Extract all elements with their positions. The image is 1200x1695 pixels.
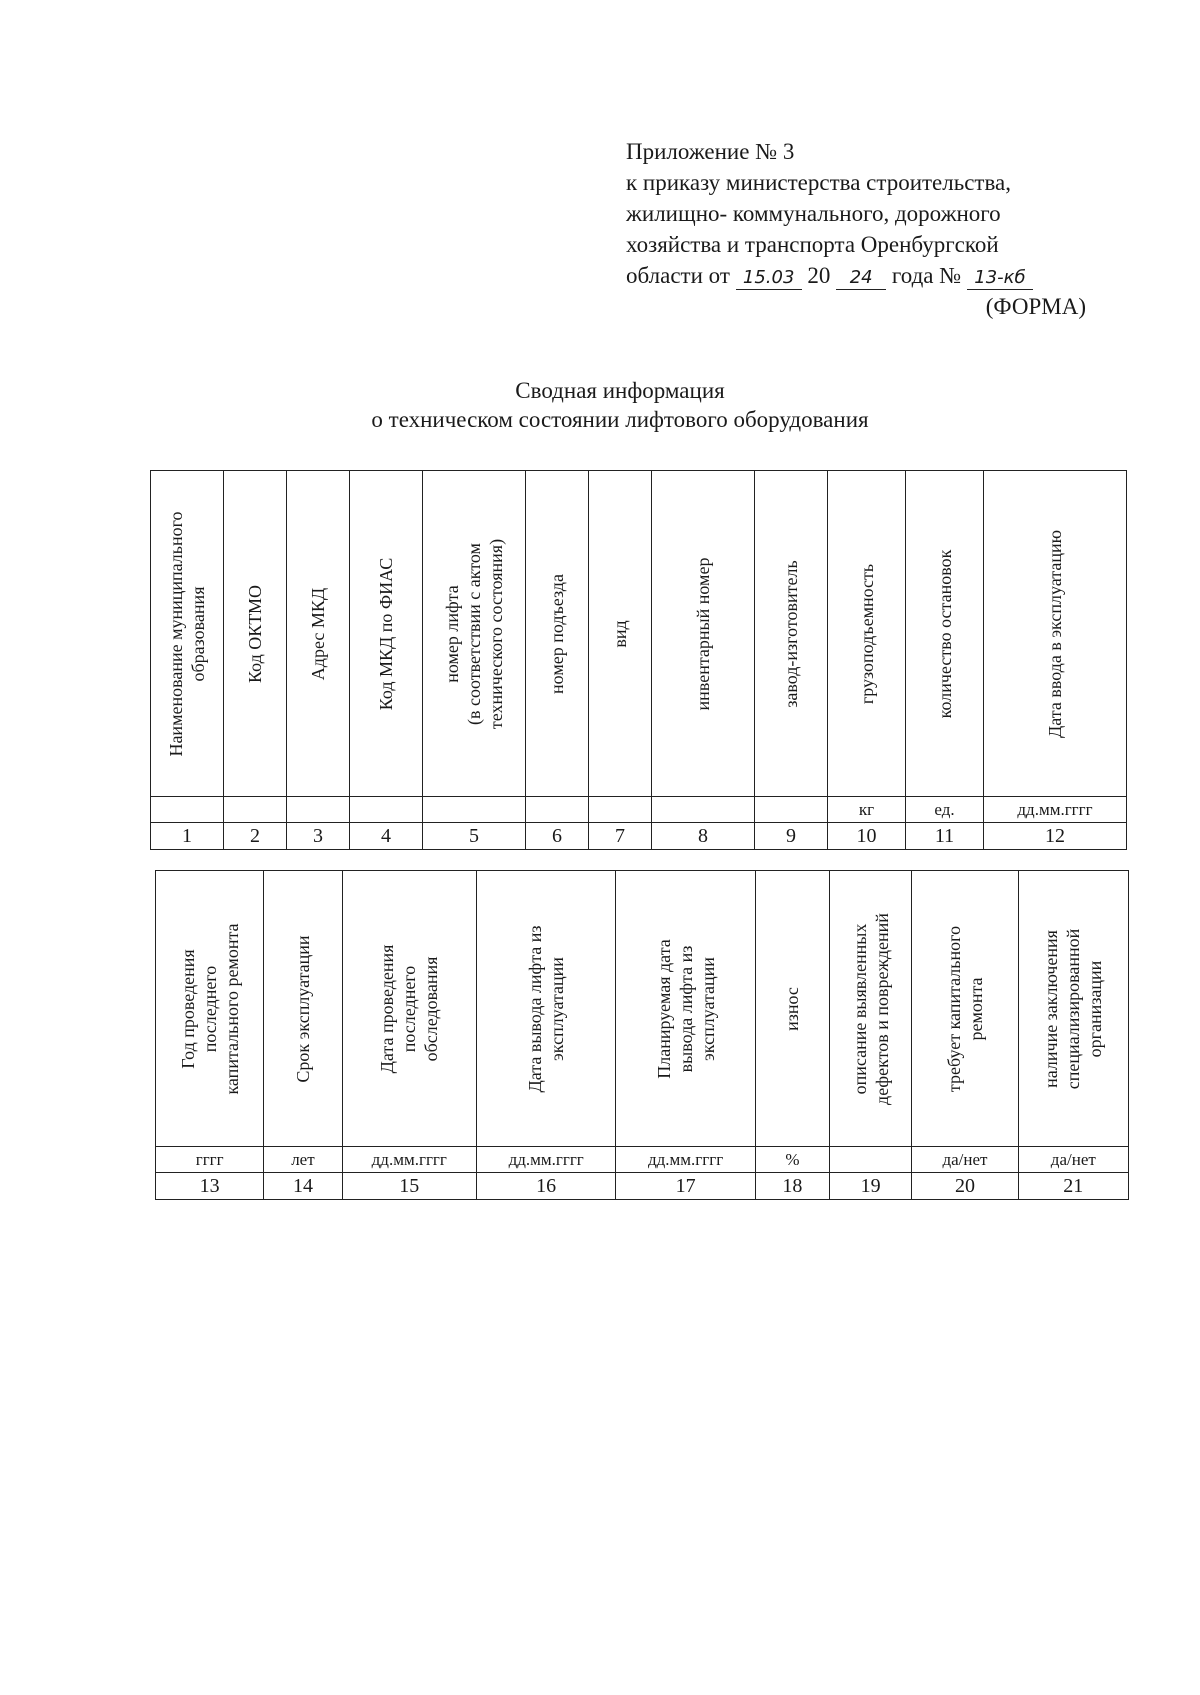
column-unit-12: дд.мм.гггг bbox=[984, 797, 1127, 823]
column-unit-4 bbox=[350, 797, 423, 823]
column-unit-14: лет bbox=[264, 1147, 342, 1173]
column-header-label bbox=[307, 587, 329, 679]
column-header-line: требует капитального bbox=[943, 925, 964, 1092]
column-number-19: 19 bbox=[830, 1173, 912, 1200]
column-header-line: (в соответствии с актом bbox=[464, 542, 484, 725]
appendix-line-3: жилищно- коммунального, дорожного bbox=[626, 201, 1001, 226]
column-unit-7 bbox=[589, 797, 652, 823]
column-header-17 bbox=[616, 871, 755, 1147]
table-header-row bbox=[156, 871, 1129, 1147]
column-unit-6 bbox=[526, 797, 589, 823]
table-number-row bbox=[151, 823, 1127, 850]
column-unit-17: дд.мм.гггг bbox=[616, 1147, 755, 1173]
column-header-line: капитального ремонта bbox=[221, 922, 242, 1095]
appendix-line-2: к приказу министерства строительства, bbox=[626, 170, 1012, 195]
column-number-18: 18 bbox=[755, 1173, 829, 1200]
column-header-line: Дата вывода лифта из bbox=[525, 924, 546, 1093]
column-header-line: ремонта bbox=[965, 976, 986, 1041]
column-header-line: Планируемая дата bbox=[653, 938, 674, 1079]
column-unit-3 bbox=[287, 797, 350, 823]
column-header-label bbox=[653, 939, 719, 1079]
handwritten-year: 24 bbox=[836, 267, 886, 290]
column-header-line: количество остановок bbox=[934, 549, 955, 718]
column-unit-8 bbox=[652, 797, 755, 823]
column-header-line: технического состояния) bbox=[486, 538, 506, 729]
column-unit-20: да/нет bbox=[912, 1147, 1018, 1173]
column-number-3: 3 bbox=[287, 823, 350, 850]
column-header-21 bbox=[1018, 871, 1128, 1147]
column-header-label bbox=[934, 549, 956, 718]
column-header-2 bbox=[224, 471, 287, 797]
table-unit-row bbox=[156, 1147, 1129, 1173]
column-header-line: эксплуатации bbox=[697, 956, 718, 1061]
column-header-label bbox=[177, 923, 243, 1094]
column-header-line: эксплуатации bbox=[547, 956, 568, 1061]
column-number-17: 17 bbox=[616, 1173, 755, 1200]
column-header-18 bbox=[755, 871, 829, 1147]
column-header-line: организации bbox=[1085, 960, 1106, 1057]
form-label: (ФОРМА) bbox=[985, 294, 1086, 319]
column-header-line: номер лифта bbox=[442, 584, 462, 683]
column-header-label bbox=[165, 511, 209, 756]
column-header-label bbox=[780, 560, 802, 707]
document-title: Сводная информация bbox=[515, 378, 725, 403]
column-unit-10: кг bbox=[828, 797, 906, 823]
column-header-4 bbox=[350, 471, 423, 797]
handwritten-order-number: 13-кб bbox=[967, 267, 1033, 290]
column-header-label bbox=[1044, 529, 1066, 737]
appendix-title: Приложение № 3 bbox=[626, 139, 795, 164]
table-number-row bbox=[156, 1173, 1129, 1200]
column-header-label bbox=[856, 563, 878, 703]
column-header-label bbox=[292, 935, 314, 1082]
column-header-line: Наименование муниципального bbox=[166, 510, 186, 757]
column-number-2: 2 bbox=[224, 823, 287, 850]
column-header-line: Срок эксплуатации bbox=[292, 934, 313, 1083]
lift-info-table-2 bbox=[155, 870, 1129, 1200]
column-header-line: завод-изготовитель bbox=[781, 559, 801, 708]
column-header-5 bbox=[423, 471, 526, 797]
column-number-20: 20 bbox=[912, 1173, 1018, 1200]
column-number-11: 11 bbox=[906, 823, 984, 850]
column-header-12 bbox=[984, 471, 1127, 797]
table-header-row bbox=[151, 471, 1127, 797]
column-header-line: обследования bbox=[421, 956, 442, 1061]
document-subtitle: о техническом состоянии лифтового оборудования bbox=[371, 407, 869, 432]
column-header-line: Код ОКТМО bbox=[245, 584, 265, 683]
column-unit-1 bbox=[151, 797, 224, 823]
appendix-date-prefix: области от bbox=[626, 263, 730, 288]
column-header-line: Адрес МКД bbox=[308, 587, 328, 680]
column-header-label bbox=[1040, 928, 1106, 1089]
column-header-line: износ bbox=[782, 986, 803, 1031]
column-unit-9 bbox=[755, 797, 828, 823]
column-header-line: номер подъезда bbox=[547, 573, 567, 694]
column-header-label bbox=[244, 584, 266, 682]
column-unit-15: дд.мм.гггг bbox=[342, 1147, 476, 1173]
column-header-19 bbox=[830, 871, 912, 1147]
column-header-line: грузоподъемность bbox=[856, 563, 877, 704]
column-header-label bbox=[609, 620, 631, 647]
column-header-10 bbox=[828, 471, 906, 797]
column-header-label bbox=[849, 913, 893, 1105]
column-header-line: образования bbox=[188, 586, 208, 681]
column-header-label bbox=[943, 925, 987, 1091]
column-header-line: наличие заключения bbox=[1041, 929, 1062, 1088]
column-header-11 bbox=[906, 471, 984, 797]
column-unit-11: ед. bbox=[906, 797, 984, 823]
handwritten-date: 15.03 bbox=[736, 267, 802, 290]
column-header-6 bbox=[526, 471, 589, 797]
column-number-14: 14 bbox=[264, 1173, 342, 1200]
column-header-label bbox=[546, 574, 568, 694]
column-header-9 bbox=[755, 471, 828, 797]
column-header-14 bbox=[264, 871, 342, 1147]
appendix-block bbox=[626, 136, 1096, 322]
column-header-20 bbox=[912, 871, 1018, 1147]
column-header-label bbox=[376, 944, 442, 1073]
column-header-label bbox=[692, 557, 714, 710]
year-prefix: 20 bbox=[807, 263, 831, 288]
column-header-15 bbox=[342, 871, 476, 1147]
column-number-4: 4 bbox=[350, 823, 423, 850]
column-number-8: 8 bbox=[652, 823, 755, 850]
appendix-line-5 bbox=[626, 260, 1096, 291]
column-header-line: специализированной bbox=[1063, 928, 1084, 1089]
table-unit-row bbox=[151, 797, 1127, 823]
column-unit-21: да/нет bbox=[1018, 1147, 1128, 1173]
column-number-16: 16 bbox=[476, 1173, 615, 1200]
column-header-line: вывода лифта из bbox=[675, 945, 696, 1072]
column-header-1 bbox=[151, 471, 224, 797]
column-header-8 bbox=[652, 471, 755, 797]
column-header-line: последнего bbox=[199, 965, 220, 1052]
column-header-7 bbox=[589, 471, 652, 797]
column-number-21: 21 bbox=[1018, 1173, 1128, 1200]
column-unit-16: дд.мм.гггг bbox=[476, 1147, 615, 1173]
column-header-3 bbox=[287, 471, 350, 797]
column-number-15: 15 bbox=[342, 1173, 476, 1200]
column-header-line: дефектов и повреждений bbox=[871, 912, 892, 1105]
column-number-1: 1 bbox=[151, 823, 224, 850]
order-number-label: года № bbox=[891, 263, 962, 288]
column-number-10: 10 bbox=[828, 823, 906, 850]
column-header-line: инвентарный номер bbox=[693, 557, 713, 710]
column-number-12: 12 bbox=[984, 823, 1127, 850]
column-header-line: Год проведения bbox=[177, 948, 198, 1069]
column-header-line: Дата проведения bbox=[377, 944, 398, 1073]
column-number-6: 6 bbox=[526, 823, 589, 850]
column-unit-5 bbox=[423, 797, 526, 823]
column-number-7: 7 bbox=[589, 823, 652, 850]
appendix-line-4: хозяйства и транспорта Оренбургской bbox=[626, 232, 999, 257]
column-header-line: последнего bbox=[399, 965, 420, 1052]
column-header-13 bbox=[156, 871, 264, 1147]
column-header-label bbox=[375, 557, 397, 710]
column-header-line: Дата ввода в эксплуатацию bbox=[1045, 529, 1065, 738]
column-header-line: вид bbox=[610, 619, 630, 648]
column-unit-13: гггг bbox=[156, 1147, 264, 1173]
column-number-13: 13 bbox=[156, 1173, 264, 1200]
lift-info-table-1 bbox=[150, 470, 1127, 850]
column-header-line: Код МКД по ФИАС bbox=[376, 557, 396, 710]
column-number-9: 9 bbox=[755, 823, 828, 850]
column-unit-2 bbox=[224, 797, 287, 823]
column-header-label bbox=[524, 925, 568, 1092]
column-header-16 bbox=[476, 871, 615, 1147]
column-header-line: описание выявленных bbox=[849, 923, 870, 1094]
column-header-label bbox=[781, 987, 803, 1031]
column-unit-19 bbox=[830, 1147, 912, 1173]
column-unit-18: % bbox=[755, 1147, 829, 1173]
column-header-label bbox=[441, 538, 507, 728]
column-number-5: 5 bbox=[423, 823, 526, 850]
